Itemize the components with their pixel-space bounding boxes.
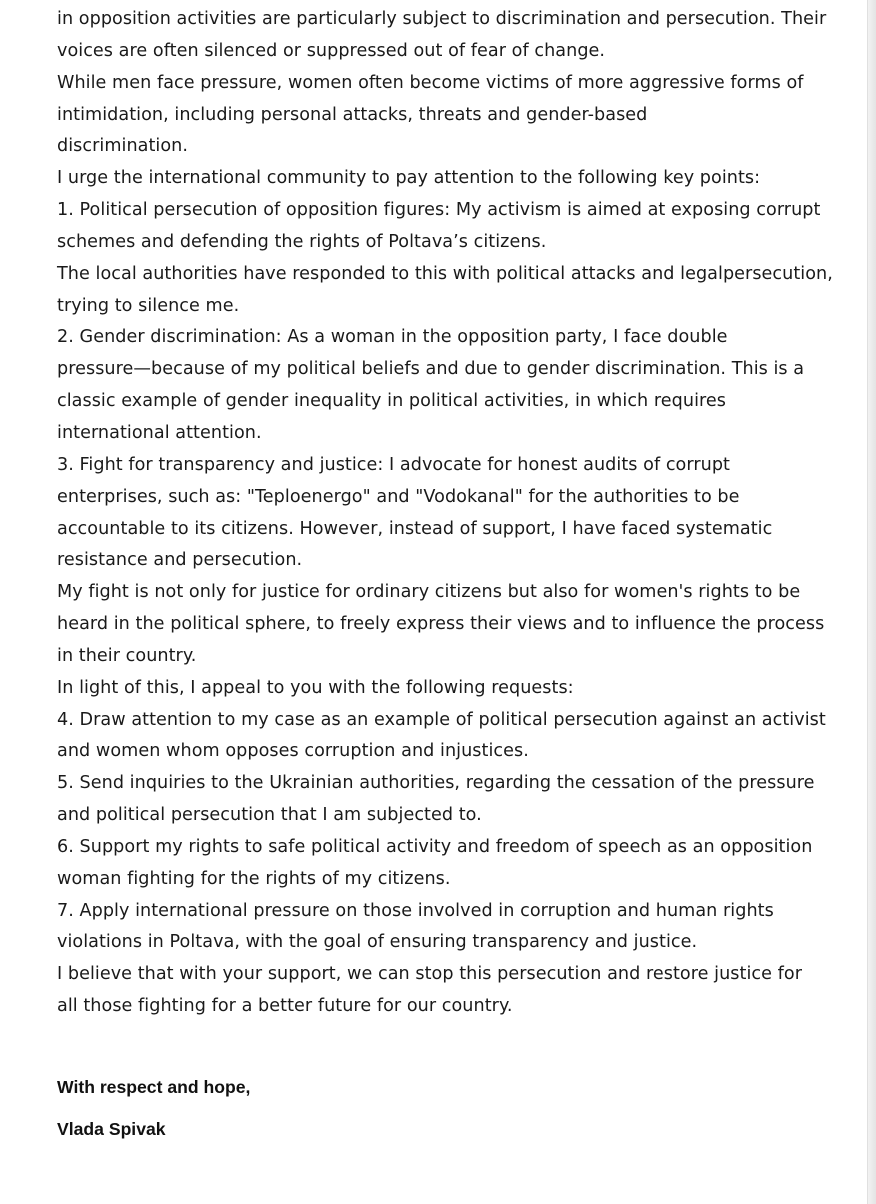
letter-line: and political persecution that I am subjected to. bbox=[57, 805, 482, 826]
letter-line: international attention. bbox=[57, 422, 262, 443]
letter-line: woman fighting for the rights of my citizens. bbox=[57, 868, 451, 889]
letter-line: pressure—because of my political beliefs and due to gender discrimination. This is a bbox=[57, 359, 805, 380]
letter-body bbox=[57, 4, 847, 1023]
signature-name: Vlada Spivak bbox=[57, 1119, 166, 1139]
letter-line: 1. Political persecution of opposition figures: My activism is aimed at exposing corrupt bbox=[57, 200, 821, 221]
letter-line: in opposition activities are particularly subject to discrimination and persecution. Their bbox=[57, 9, 827, 29]
letter-line: accountable to its citizens. However, instead of support, I have faced systematic bbox=[57, 518, 773, 539]
letter-line: The local authorities have responded to this with political attacks and legalpersecution, bbox=[57, 263, 833, 284]
letter-line: discrimination. bbox=[57, 136, 189, 157]
letter-line: voices are often silenced or suppressed out of fear of change. bbox=[57, 40, 606, 61]
letter-line: In light of this, I appeal to you with the following requests: bbox=[57, 677, 574, 698]
letter-line: 5. Send inquiries to the Ukrainian authorities, regarding the cessation of the pressure bbox=[57, 773, 815, 794]
letter-line: in their country. bbox=[57, 645, 197, 666]
page-edge-shadow bbox=[867, 0, 876, 1204]
closing-salutation: With respect and hope, bbox=[57, 1077, 251, 1097]
letter-line: 7. Apply international pressure on those involved in corruption and human rights bbox=[57, 900, 774, 921]
letter-line: and women whom opposes corruption and injustices. bbox=[57, 741, 529, 762]
letter-line: I believe that with your support, we can stop this persecution and restore justice for bbox=[57, 964, 802, 985]
letter-line: resistance and persecution. bbox=[57, 550, 303, 571]
letter-line: all those fighting for a better future for our country. bbox=[57, 996, 513, 1017]
letter-line: schemes and defending the rights of Poltava’s citizens. bbox=[57, 231, 547, 252]
letter-line: heard in the political sphere, to freely express their views and to influence the process bbox=[57, 614, 825, 635]
letter-line: intimidation, including personal attacks, threats and gender-based bbox=[57, 104, 648, 125]
letter-line: violations in Poltava, with the goal of ensuring transparency and justice. bbox=[57, 932, 698, 953]
letter-line: 2. Gender discrimination: As a woman in the opposition party, I face double bbox=[57, 327, 728, 348]
letter-line: While men face pressure, women often become victims of more aggressive forms of bbox=[57, 72, 804, 93]
letter-line: enterprises, such as: "Teploenergo" and "Vodokanal" for the authorities to be bbox=[57, 486, 740, 507]
letter-line: trying to silence me. bbox=[57, 295, 240, 316]
letter-line: My fight is not only for justice for ordinary citizens but also for women's rights to be bbox=[57, 582, 801, 603]
letter-line: 3. Fight for transparency and justice: I advocate for honest audits of corrupt bbox=[57, 454, 730, 475]
letter-line: classic example of gender inequality in political activities, in which requires bbox=[57, 391, 727, 412]
letter-line: 6. Support my rights to safe political activity and freedom of speech as an opposition bbox=[57, 836, 813, 857]
letter-line: 4. Draw attention to my case as an example of political persecution against an activist bbox=[57, 709, 826, 730]
letter-line: I urge the international community to pay attention to the following key points: bbox=[57, 168, 761, 189]
